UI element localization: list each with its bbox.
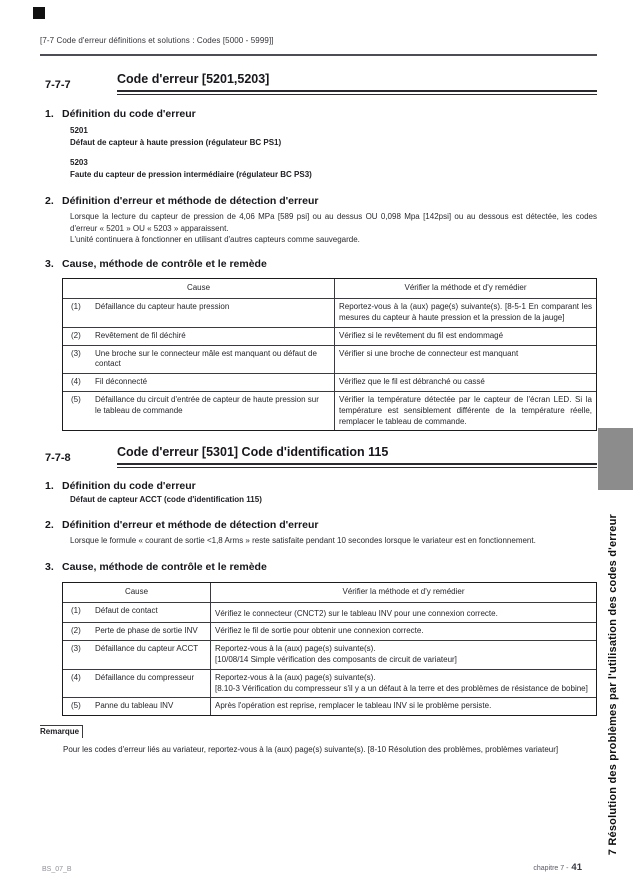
table-row	[63, 327, 596, 345]
section-title-rule	[117, 90, 597, 95]
table-row	[63, 391, 596, 430]
header-remedy: Vérifier la méthode et d'y remédier	[404, 283, 527, 293]
cause-text: Revêtement de fil déchiré	[95, 330, 186, 340]
table-row	[63, 373, 596, 391]
section-title-box	[117, 445, 597, 468]
heading-definition	[45, 108, 597, 120]
remedy-reference: [10/08/14 Simple vérification des composants de circuit de variateur]	[215, 654, 457, 664]
heading-label: Définition du code d'erreur	[62, 480, 196, 493]
cause-text: Défaillance du compresseur	[95, 672, 195, 682]
cause-remedy-table-5301	[62, 582, 597, 716]
note-text: Pour les codes d'erreur liés au variateur, reportez-vous à la (aux) page(s) suivante(s). [8-10 Résolution des problèmes, problèmes variateur]	[63, 745, 559, 755]
error-code-definitions	[70, 125, 597, 180]
section-number: 7-7-8	[45, 452, 71, 465]
row-number: (2)	[71, 330, 81, 340]
code-value: 5203	[70, 158, 88, 168]
cause-text: Perte de phase de sortie INV	[95, 626, 198, 636]
remedy-text: Reportez-vous à la (aux) page(s) suivante(s). [8-5-1 En comparant les mesures du capteur à haute pression et la pression de la jauge]	[339, 302, 592, 323]
heading-number: 1.	[45, 480, 54, 493]
breadcrumb: [7-7 Code d'erreur définitions et solutions : Codes [5000 - 5999]]	[40, 36, 274, 45]
remedy-text: Vérifiez le connecteur (CNCT2) sur le tableau INV pour une connexion correcte.	[215, 608, 498, 618]
table-header-row	[63, 583, 596, 602]
code-description: Faute du capteur de pression intermédiaire (régulateur BC PS3)	[70, 169, 312, 179]
detection-text-2: L'unité continuera à fonctionner en utilisant d'autres capteurs comme sauvegarde.	[70, 235, 360, 245]
remedy-text: Vérifier si une broche de connecteur est manquant	[339, 348, 519, 358]
remedy-text: Vérifiez si le revêtement du fil est endommagé	[339, 330, 504, 340]
chapter-edge-tab	[598, 428, 633, 490]
heading-cause	[45, 258, 597, 270]
header-remedy: Vérifier la méthode et d'y remédier	[342, 586, 465, 596]
heading-detection	[45, 519, 597, 531]
heading-label: Cause, méthode de contrôle et le remède	[62, 560, 267, 573]
heading-label: Définition du code d'erreur	[62, 108, 196, 120]
section-title-box	[117, 72, 597, 95]
cause-text: Défaillance du capteur ACCT	[95, 644, 199, 654]
heading-cause	[45, 561, 597, 573]
row-number: (4)	[71, 377, 81, 387]
section-title-rule	[117, 463, 597, 468]
table-row	[63, 697, 596, 715]
heading-label: Définition d'erreur et méthode de détection d'erreur	[62, 195, 319, 208]
code-value: 5201	[70, 126, 88, 135]
heading-number: 3.	[45, 258, 54, 271]
heading-number: 2.	[45, 519, 54, 532]
chapter-vertical-label: 7 Résolution des problèmes par l'utilisation des codes d'erreur	[607, 513, 619, 855]
cause-text: Panne du tableau INV	[95, 701, 174, 711]
cause-text: Une broche sur le connecteur mâle est manquant ou défaut de contact	[95, 348, 317, 369]
row-number: (3)	[71, 348, 81, 358]
definition-text: Défaut de capteur ACCT (code d'identification 115)	[70, 495, 262, 505]
cause-text: Défaut de contact	[95, 605, 158, 615]
remedy-text: Reportez-vous à la (aux) page(s) suivante(s).	[215, 672, 376, 682]
header-rule	[40, 54, 597, 56]
heading-label: Cause, méthode de contrôle et le remède	[62, 258, 267, 271]
header-cause: Cause	[63, 279, 335, 298]
section-7-7-8-title-row	[40, 445, 597, 468]
remedy-text: Reportez-vous à la (aux) page(s) suivante(s).	[215, 644, 376, 654]
heading-label: Définition d'erreur et méthode de détection d'erreur	[62, 519, 319, 532]
detection-paragraph	[70, 211, 597, 245]
heading-detection	[45, 195, 597, 207]
detection-paragraph: Lorsque le formule « courant de sortie <1,8 Arms » reste satisfaite pendant 10 secondes lorsque le variateur est en fonctionnement.	[70, 536, 536, 546]
row-number: (5)	[71, 395, 81, 405]
footer-doc-ref: BS_07_B	[42, 866, 72, 873]
section-title: Code d'erreur [5301] Code d'identification 115	[117, 445, 389, 460]
table-row	[63, 622, 596, 640]
heading-number: 3.	[45, 560, 54, 573]
footer-chapter-label: chapitre 7 -	[533, 865, 569, 872]
table-row	[63, 345, 596, 374]
heading-number: 2.	[45, 195, 54, 208]
detection-text-1: Lorsque la lecture du capteur de pression de 4,06 MPa [589 psi] ou au dessus OU 0,098 Mpa [142psi] ou au dessous est détectée, les codes d'erreur « 5201 » OU « 5203 » apparaissent.	[70, 212, 597, 233]
cause-remedy-table-5201	[62, 278, 597, 431]
table-row	[63, 602, 596, 623]
code-item-5203	[70, 157, 597, 180]
header-cause: Cause	[63, 583, 211, 602]
row-number: (3)	[71, 644, 81, 654]
row-number: (5)	[71, 701, 81, 711]
cause-text: Défaillance du capteur haute pression	[95, 302, 230, 312]
remedy-cell	[211, 670, 596, 698]
remedy-text: Vérifiez le fil de sortie pour obtenir une connexion correcte.	[215, 626, 424, 636]
section-number: 7-7-7	[45, 79, 71, 91]
remedy-text: Vérifier la température détectée par le capteur de l'écran LED. Si la température est sensiblement différente de la température réelle, remplacer le tableau de commande.	[339, 395, 592, 426]
note-tag: Remarque	[40, 725, 83, 738]
row-number: (2)	[71, 626, 81, 636]
table-header-row	[63, 279, 596, 298]
table-row	[63, 669, 596, 698]
section-7-7-7-title-row	[40, 72, 597, 95]
code-description: Défaut de capteur à haute pression (régulateur BC PS1)	[70, 137, 282, 147]
table-row	[63, 640, 596, 669]
heading-number: 1.	[45, 108, 54, 120]
cause-text: Fil déconnecté	[95, 377, 148, 387]
heading-definition	[45, 480, 597, 492]
section-title: Code d'erreur [5201,5203]	[117, 72, 270, 86]
remedy-reference: [8.10-3 Vérification du compresseur s'il y a un défaut à la terre et des problèmes de résistance de bobine]	[215, 683, 588, 693]
row-number: (1)	[71, 302, 81, 312]
row-number: (1)	[71, 605, 81, 615]
cause-text: Défaillance du circuit d'entrée de capteur de haute pression sur le tableau de commande	[95, 395, 319, 415]
footer-page-info	[533, 862, 582, 873]
remedy-cell	[211, 641, 596, 669]
table-row	[63, 298, 596, 327]
remedy-text: Après l'opération est reprise, remplacer le tableau INV si le problème persiste.	[215, 701, 492, 711]
code-item-5201	[70, 125, 597, 148]
footer-page-number: 41	[571, 862, 582, 873]
remedy-text: Vérifiez que le fil est débranché ou cassé	[339, 377, 485, 387]
row-number: (4)	[71, 672, 81, 682]
